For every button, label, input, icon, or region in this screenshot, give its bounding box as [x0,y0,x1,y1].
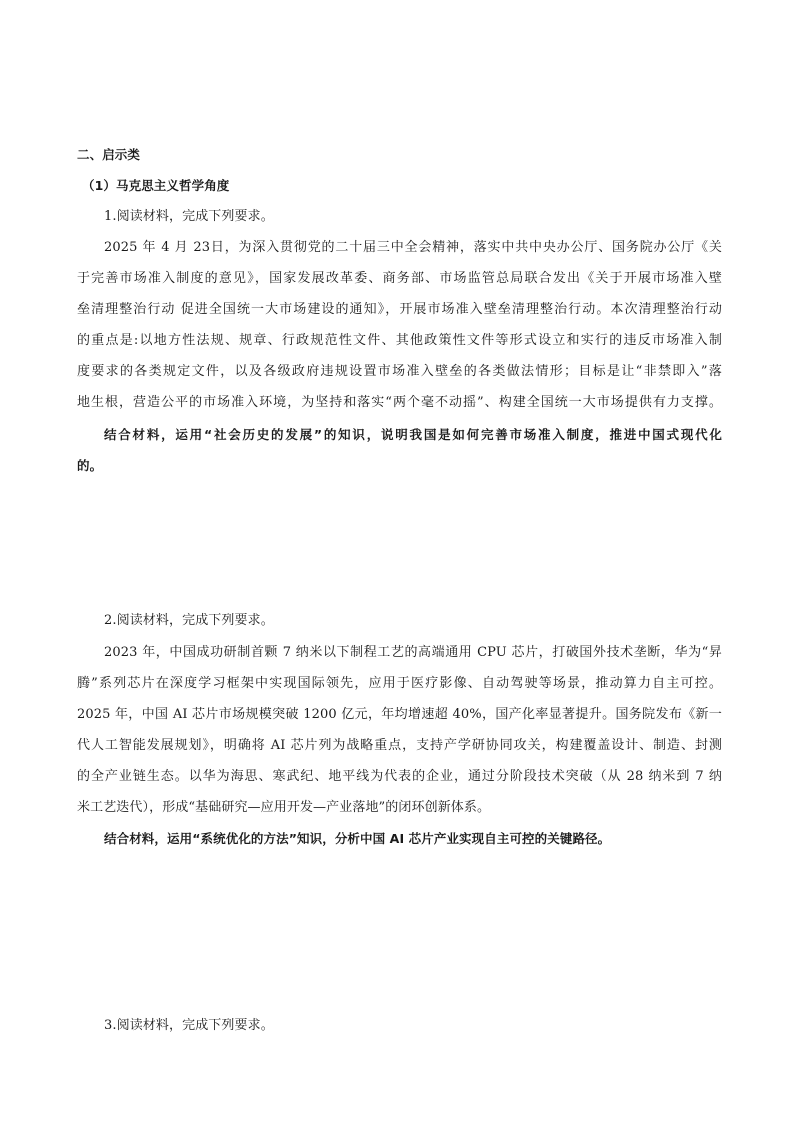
q1-line-6: 地生根，营造公平的市场准入环境，为坚持和落实“两个毫不动摇”、构建全国统一大市场提供有力支撑。 [77,395,722,410]
q2-line-1: 2023 年，中国成功研制首颗 7 纳米以下制程工艺的高端通用 CPU 芯片，打破国外技术垄断，华为“昇 [104,645,722,660]
q1-line-2: 于完善市场准入制度的意见》，国家发展改革委、商务部、市场监管总局联合发出《关于开展市场准入壁 [77,271,722,286]
q1-line-5: 度要求的各类规定文件，以及各级政府违规设置市场准入壁垒的各类做法情形；目标是让“非禁即入”落 [77,364,722,379]
q2-line-6: 米工艺迭代），形成“基础研究—应用开发—产业落地”的闭环创新体系。 [77,800,491,815]
q1-requirement-2: 的。 [77,458,103,473]
q2-label: 2.阅读材料，完成下列要求。 [104,613,274,628]
q1-requirement-1: 结合材料，运用“社会历史的发展”的知识，说明我国是如何完善市场准入制度，推进中国式现代化 [104,427,722,442]
q1-line-4: 的重点是:以地方性法规、规章、行政规范性文件、其他政策性文件等形式设立和实行的违反市场准入制 [77,333,722,348]
q1-line-1: 2025 年 4 月 23日，为深入贯彻党的二十届三中全会精神，落实中共中央办公厅、国务院办公厅《关 [104,240,722,255]
subsection-title: （1）马克思主义哲学角度 [82,178,230,193]
q2-line-5: 的全产业链生态。以华为海思、寒武纪、地平线为代表的企业，通过分阶段技术突破（从 28 纳米到 7 纳 [77,769,722,784]
q1-label: 1.阅读材料，完成下列要求。 [104,209,274,224]
q1-line-3: 垒清理整治行动 促进全国统一大市场建设的通知》，开展市场准入壁垒清理整治行动。本次清理整治行动 [77,302,722,317]
q3-label: 3.阅读材料，完成下列要求。 [104,1018,274,1033]
q2-line-4: 代人工智能发展规划》，明确将 AI 芯片列为战略重点，支持产学研协同攻关，构建覆盖设计、制造、封测 [77,738,722,753]
q2-line-3: 2025 年，中国 AI 芯片市场规模突破 1200 亿元，年均增速超 40%，国产化率显著提升。国务院发布《新一 [77,707,722,722]
q2-line-2: 腾”系列芯片在深度学习框架中实现国际领先，应用于医疗影像、自动驾驶等场景，推动算力自主可控。 [77,676,722,691]
section-title: 二、启示类 [77,147,141,162]
q2-requirement: 结合材料，运用“系统优化的方法”知识，分析中国 AI 芯片产业实现自主可控的关键路径。 [104,831,611,846]
